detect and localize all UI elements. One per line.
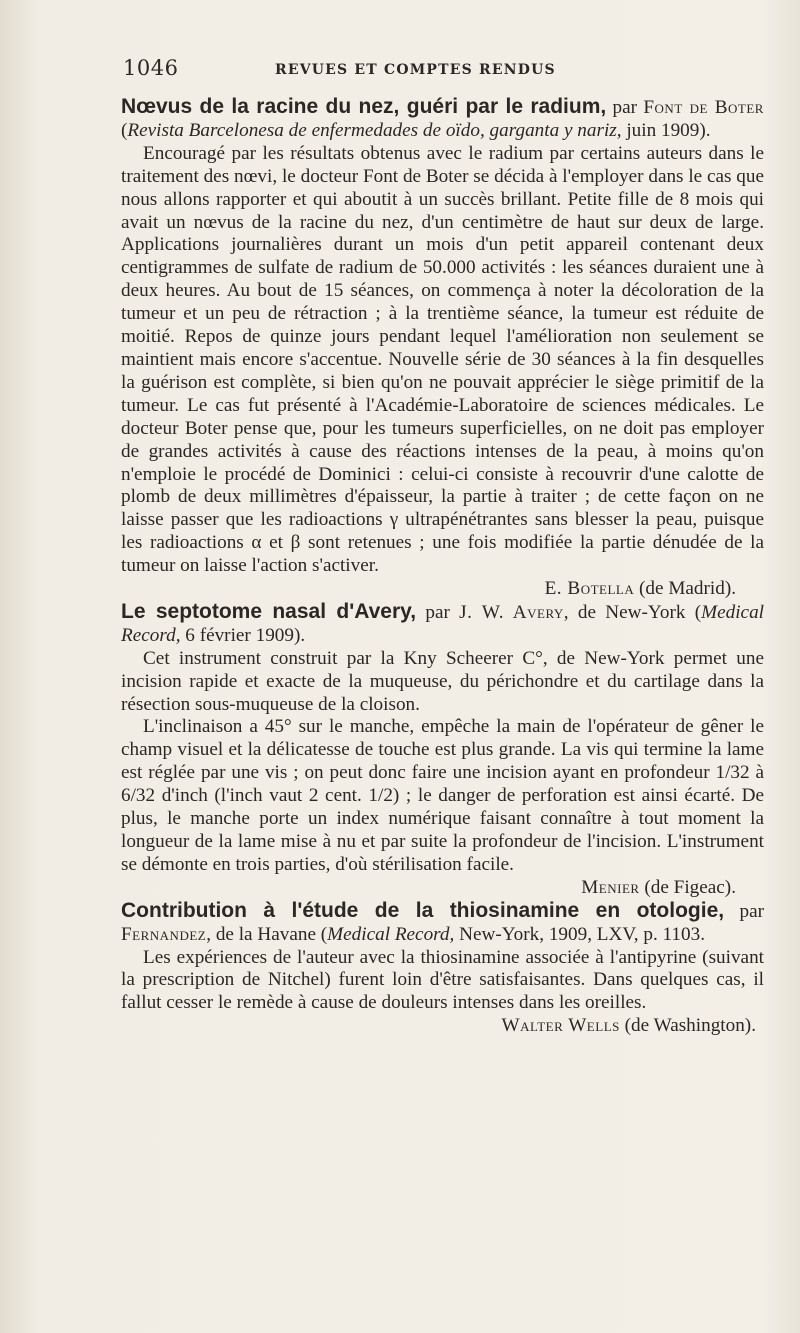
article-signature — [121, 877, 764, 900]
article-paragraph: Encouragé par les résultats obtenus avec le radium par certains auteurs dans le traitement des nœvi, le docteur Font de Boter se décida à l'employer dans le cas que nous allons rapporter et qui aboutit à un succès brillant. Petite fille de 8 mois qui avait un nœvus de la racine du nez, d'un centimètre de haut sur deux de large. Applications journalières durant un mois d'un petit appareil contenant deux centigrammes de sulfate de radium de 50.000 activités : les séances duraient une à deux heures. Au bout de 15 séances, on commença à noter la décoloration de la tumeur et un peu de rétraction ; à la trentième séance, la tumeur est réduite de moitié. Repos de quinze jours pendant lequel l'amélioration non seulement se maintient mais encore s'accentue. Nouvelle série de 30 séances à la fin desquelles la guérison est complète, si bien qu'on ne pouvait apprécier le siège primitif de la tumeur. Le cas fut présenté à l'Académie-Laboratoire de sciences médicales. Le docteur Boter pense que, pour les tumeurs superficielles, on ne doit pas employer de grandes activités à cause des réactions intenses de la peau, à moins qu'on n'emploie le procédé de Dominici : celui-ci consiste à recouvrir d'une calotte de plomb de deux millimètres d'épaisseur, la partie à traiter ; de cette façon on ne laisse passer que les radioactions γ ultrapénétrantes sans blesser la peau, puisque les radioactions α et β sont retenues ; une fois modifiée la partie dénudée de la tumeur on laisse l'action s'activer. — [121, 142, 764, 577]
article-source: Medical Record, — [327, 923, 455, 945]
article-source: Revista Barcelonesa de enfermedades de oïdo, garganta y nariz, — [127, 119, 622, 141]
article-title: Contribution à l'étude de la thiosinamine en otologie, — [121, 898, 725, 922]
signature-name: E. Botella — [544, 578, 635, 600]
page-content — [121, 96, 764, 1038]
article-paragraph: Les expériences de l'auteur avec la thiosinamine associée à l'antipyrine (suivant la prescription de Nitchel) furent loin d'être satisfaisantes. Dans quelques cas, il fallut cesser le remède à cause de douleurs intenses dans les oreilles. — [121, 946, 764, 1014]
page-number: 1046 — [123, 56, 179, 80]
page-header — [123, 56, 763, 90]
byline-prefix: par — [724, 900, 764, 922]
signature-place: (de Madrid). — [634, 578, 736, 600]
byline-prefix: par — [416, 601, 460, 623]
article-source: Medical Record, — [121, 601, 764, 646]
article-heading — [121, 900, 764, 947]
article-author: J. W. Avery — [459, 601, 564, 623]
signature-name: Walter Wells — [501, 1015, 620, 1037]
article-naevus — [121, 96, 764, 601]
source-date: 6 février 1909). — [180, 624, 306, 646]
article-signature — [121, 578, 764, 601]
source-date: juin 1909). — [621, 119, 711, 141]
article-septotome — [121, 601, 764, 900]
article-author: Fernandez — [121, 923, 207, 945]
article-thiosinamine — [121, 900, 764, 1038]
source-date: New-York, 1909, LXV, p. 1103. — [454, 923, 706, 945]
article-paragraph: Cet instrument construit par la Kny Scheerer C°, de New-York permet une incision rapide et exacte de la muqueuse, du périchondre et du cartilage dans la résection sous-muqueuse de la cloison. — [121, 647, 764, 715]
author-affiliation: , de New-York ( — [563, 601, 702, 623]
signature-place: (de Washington). — [619, 1015, 756, 1037]
byline-prefix: par — [606, 97, 644, 118]
running-title: REVUES ET COMPTES RENDUS — [275, 62, 556, 78]
signature-name: Menier — [581, 876, 640, 898]
article-signature — [121, 1015, 764, 1038]
author-affiliation: , de la Havane ( — [206, 923, 328, 945]
article-title: Nœvus de la racine du nez, guéri par le radium, — [121, 95, 607, 118]
article-heading — [121, 601, 764, 648]
article-heading — [121, 96, 764, 143]
signature-place: (de Figeac). — [639, 876, 736, 898]
article-paragraph: L'inclinaison a 45° sur le manche, empêche la main de l'opérateur de gêner le champ visuel et la délicatesse de touche est plus grande. La vis qui termine la lame est réglée par une vis ; on peut donc faire une incision ayant en profondeur 1/32 à 6/32 d'inch (l'inch vaut 2 cent. 1/2) ; le danger de perforation est ainsi écarté. De plus, le manche porte un index numérique faisant connaître à tout moment la longueur de la lame mise à nu et par suite la profondeur de l'incision. L'instrument se démonte en trois parties, d'où stérilisation facile. — [121, 716, 764, 875]
article-author: Font de Boter — [643, 97, 764, 118]
source-open: ( — [121, 119, 128, 141]
article-title: Le septotome nasal d'Avery, — [121, 599, 417, 623]
